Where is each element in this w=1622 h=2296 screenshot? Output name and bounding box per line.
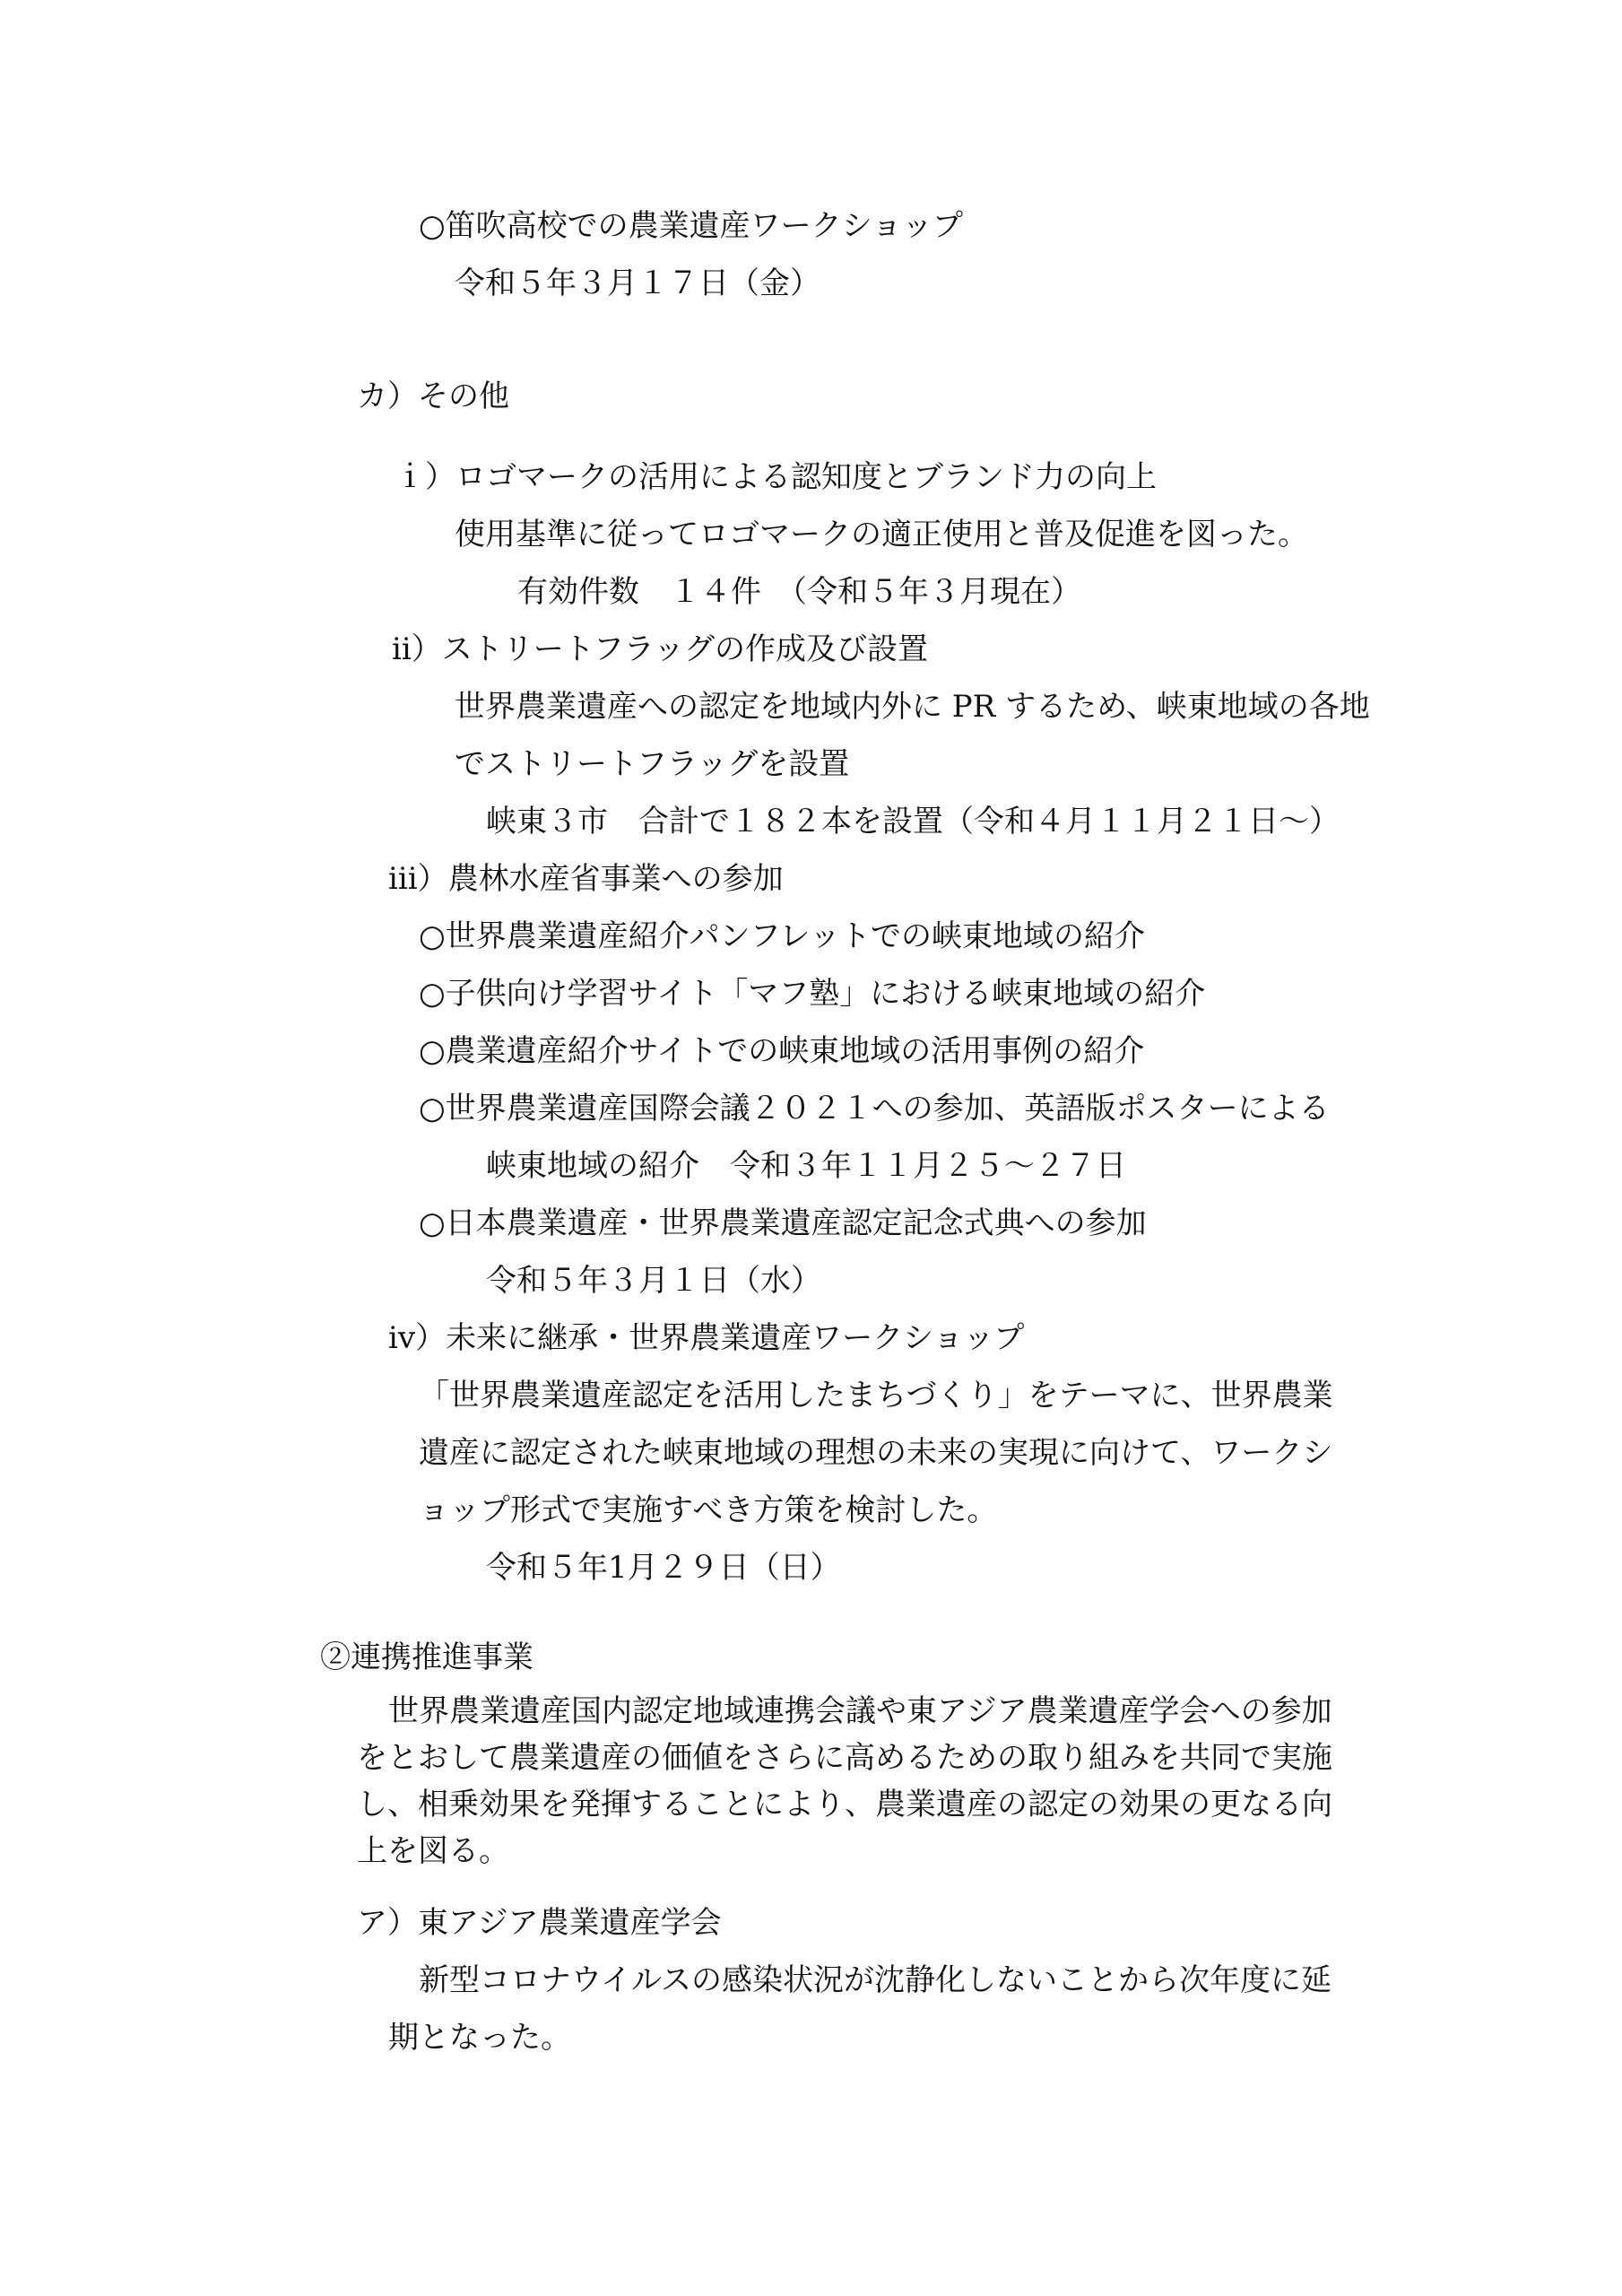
section-a-text-1: 新型コロナウイルスの感染状況が沈静化しないことから次年度に延 xyxy=(419,1962,1331,1998)
item-iii-entry-5-date: 令和５年３月１日（水） xyxy=(486,1263,821,1299)
workshop-title: ○笛吹高校での農業遺産ワークショップ xyxy=(419,208,963,244)
item-i-text: 使用基準に従ってロゴマークの適正使用と普及促進を図った。 xyxy=(455,517,1308,552)
item-iii-entry-1: ○世界農業遺産紹介パンフレットでの峡東地域の紹介 xyxy=(419,918,1145,954)
workshop-date: 令和５年３月１７日（金） xyxy=(455,265,820,301)
item-ii-title: ii）ストリートフラッグの作成及び設置 xyxy=(392,631,929,667)
section-2-text-4: 上を図る。 xyxy=(357,1833,509,1869)
item-i-title: ｉ）ロゴマークの活用による認知度とブランド力の向上 xyxy=(395,459,1157,495)
item-iv-text-3: ョップ形式で実施すべき方策を検討した。 xyxy=(419,1492,998,1528)
section-a-title: ア）東アジア農業遺産学会 xyxy=(357,1905,722,1941)
item-iv-text-1: 「世界農業遺産認定を活用したまちづくり」をテーマに、世界農業 xyxy=(419,1378,1333,1413)
item-iv-date: 令和５年1月２９日（日） xyxy=(486,1550,841,1586)
item-iii-entry-4-cont: 峡東地域の紹介 令和３年１１月２５～２７日 xyxy=(486,1148,1126,1184)
section-ka-title: カ）その他 xyxy=(357,378,509,414)
item-ii-count: 峡東３市 合計で１８２本を設置（令和４月１１月２１日～） xyxy=(486,804,1340,839)
section-2-text-1: 世界農業遺産国内認定地域連携会議や東アジア農業遺産学会への参加 xyxy=(388,1693,1332,1729)
item-i-count: 有効件数 １４件 （令和５年３月現在） xyxy=(517,574,1081,610)
item-iii-entry-2: ○子供向け学習サイト「マフ塾」における峡東地域の紹介 xyxy=(419,976,1206,1012)
item-iii-entry-3: ○農業遺産紹介サイトでの峡東地域の活用事例の紹介 xyxy=(419,1033,1145,1069)
item-ii-text-1: 世界農業遺産への認定を地域内外に PR するため、峡東地域の各地 xyxy=(455,689,1370,725)
item-iv-title: iv）未来に継承・世界農業遺産ワークショップ xyxy=(388,1320,1025,1356)
item-ii-text-2: でストリートフラッグを設置 xyxy=(455,746,850,782)
section-2-text-2: をとおして農業遺産の価値をさらに高めるための取り組みを共同で実施 xyxy=(357,1740,1332,1776)
item-iii-entry-4: ○世界農業遺産国際会議２０２１への参加、英語版ポスターによる xyxy=(419,1091,1330,1126)
item-iii-title: iii）農林水産省事業への参加 xyxy=(388,861,784,897)
item-iii-entry-5: ○日本農業遺産・世界農業遺産認定記念式典への参加 xyxy=(419,1205,1147,1241)
section-2-title: ②連携推進事業 xyxy=(320,1639,533,1675)
section-2-text-3: し、相乗効果を発揮することにより、農業遺産の認定の効果の更なる向 xyxy=(357,1787,1332,1822)
section-a-text-2: 期となった。 xyxy=(388,2020,571,2056)
item-iv-text-2: 遺産に認定された峡東地域の理想の未来の実現に向けて、ワークシ xyxy=(419,1435,1333,1471)
